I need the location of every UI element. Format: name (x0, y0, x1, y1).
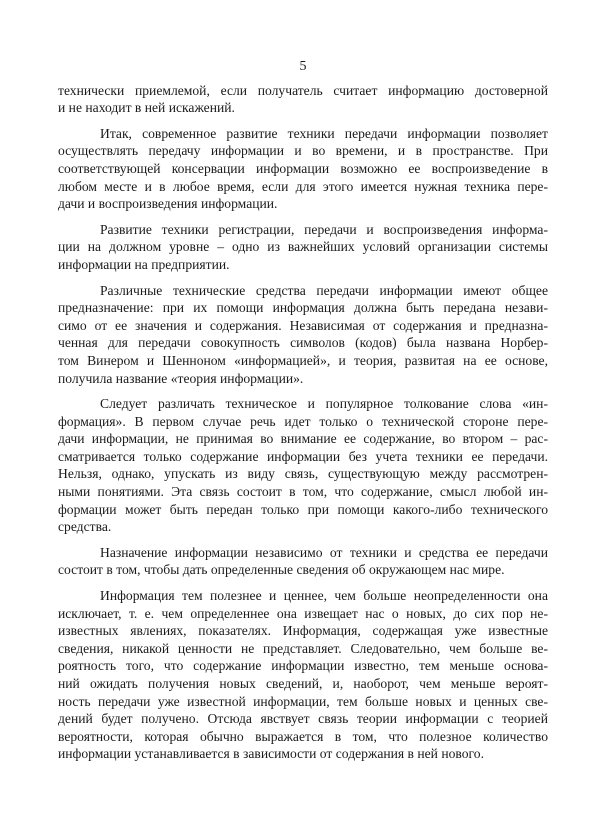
text-line: сматривается только содержание информации без учета техники ее передачи. (58, 448, 548, 464)
paragraph-p2 (58, 125, 548, 213)
text-line: осуществлять передачу информации и во времени, и в пространстве. При (58, 143, 548, 159)
text-line: соответствующей консервации информации возможно ее воспроизведение в (58, 160, 548, 176)
paragraph-p6 (58, 544, 548, 579)
text-line: и не находит в ней искажений. (58, 100, 235, 116)
text-line: информации на предприятии. (58, 256, 230, 272)
text-line: Нельзя, однако, упускать из виду связь, существующую между рассмотрен- (58, 466, 548, 482)
text-line: симо от ее значения и содержания. Независимая от содержания и предназна- (58, 317, 548, 333)
text-line: информации устанавливается в зависимости от содержания в ней нового. (58, 746, 484, 762)
text-line: состоит в том, чтобы дать определенные сведения об окружающем нас мире. (58, 562, 505, 578)
text-line: ции на должном уровне – одно из важнейших условий организации системы (58, 239, 548, 255)
text-line: известных явлениях, показателях. Информация, содержащая уже известные (58, 623, 548, 639)
text-line: дачи и воспроизведения информации. (58, 196, 278, 212)
text-line: средства. (58, 519, 112, 535)
text-line: Информация тем полезнее и ценнее, чем больше неопределенности она (100, 588, 548, 604)
text-line: вероятности, которая обычно выражается в том, что полезное количество (58, 728, 548, 744)
paragraph-p4 (58, 282, 548, 388)
text-line: том Винером и Шенноном «информацией», и теория, развитая на ее основе, (58, 352, 548, 368)
text-line: Развитие техники регистрации, передачи и воспроизведения информа- (100, 221, 548, 237)
text-line: технически приемлемой, если получатель считает информацию достоверной (58, 82, 548, 98)
text-line: Итак, современное развитие техники передачи информации позволяет (100, 125, 548, 141)
document-body (58, 82, 548, 763)
text-line: дачи информации, не принимая во внимание ее содержание, во втором – рас- (58, 431, 548, 447)
text-line: сведения, никакой ценности не представляет. Следовательно, чем больше ве- (58, 640, 548, 656)
text-line: ний ожидать получения новых сведений, и, наоборот, чем меньше вероят- (58, 676, 548, 691)
text-line: ченная для передачи совокупность символов (кодов) была названа Норбер- (58, 335, 548, 351)
document-page (58, 58, 548, 763)
text-line: Следует различать техническое и популярное толкование слова «ин- (100, 396, 548, 412)
text-line: Различные технические средства передачи информации имеют общее (100, 282, 548, 298)
paragraph-p1 (58, 82, 548, 117)
text-line: Назначение информации независимо от техники и средства ее передачи (100, 544, 548, 560)
text-line: ность передачи уже известной информации, тем больше новых и ценных све- (58, 693, 548, 709)
text-line: получила название «теория информации». (58, 370, 304, 386)
paragraph-p5 (58, 395, 548, 536)
page-number: 5 (299, 59, 307, 74)
text-line: формация». В первом случае речь идет только о технической стороне пере- (58, 413, 548, 429)
text-line: формации может быть передан только при помощи какого-либо технического (58, 501, 548, 517)
paragraph-p3 (58, 221, 548, 274)
text-line: исключает, т. е. чем определеннее она извещает нас о новых, до сих пор не- (58, 605, 548, 621)
text-line: роятность того, что содержание информации известно, тем меньше основа- (58, 658, 548, 674)
text-line: любом месте и в любое время, если для этого имеется нужная техника пере- (58, 178, 548, 194)
text-line: ными понятиями. Эта связь состоит в том, что содержание, смысл любой ин- (58, 484, 548, 500)
text-line: предназначение: при их помощи информация должна быть передана незави- (58, 300, 548, 316)
paragraph-p7 (58, 587, 548, 763)
text-line: дений будет получено. Отсюда явствует связь теории информации с теорией (58, 711, 548, 727)
